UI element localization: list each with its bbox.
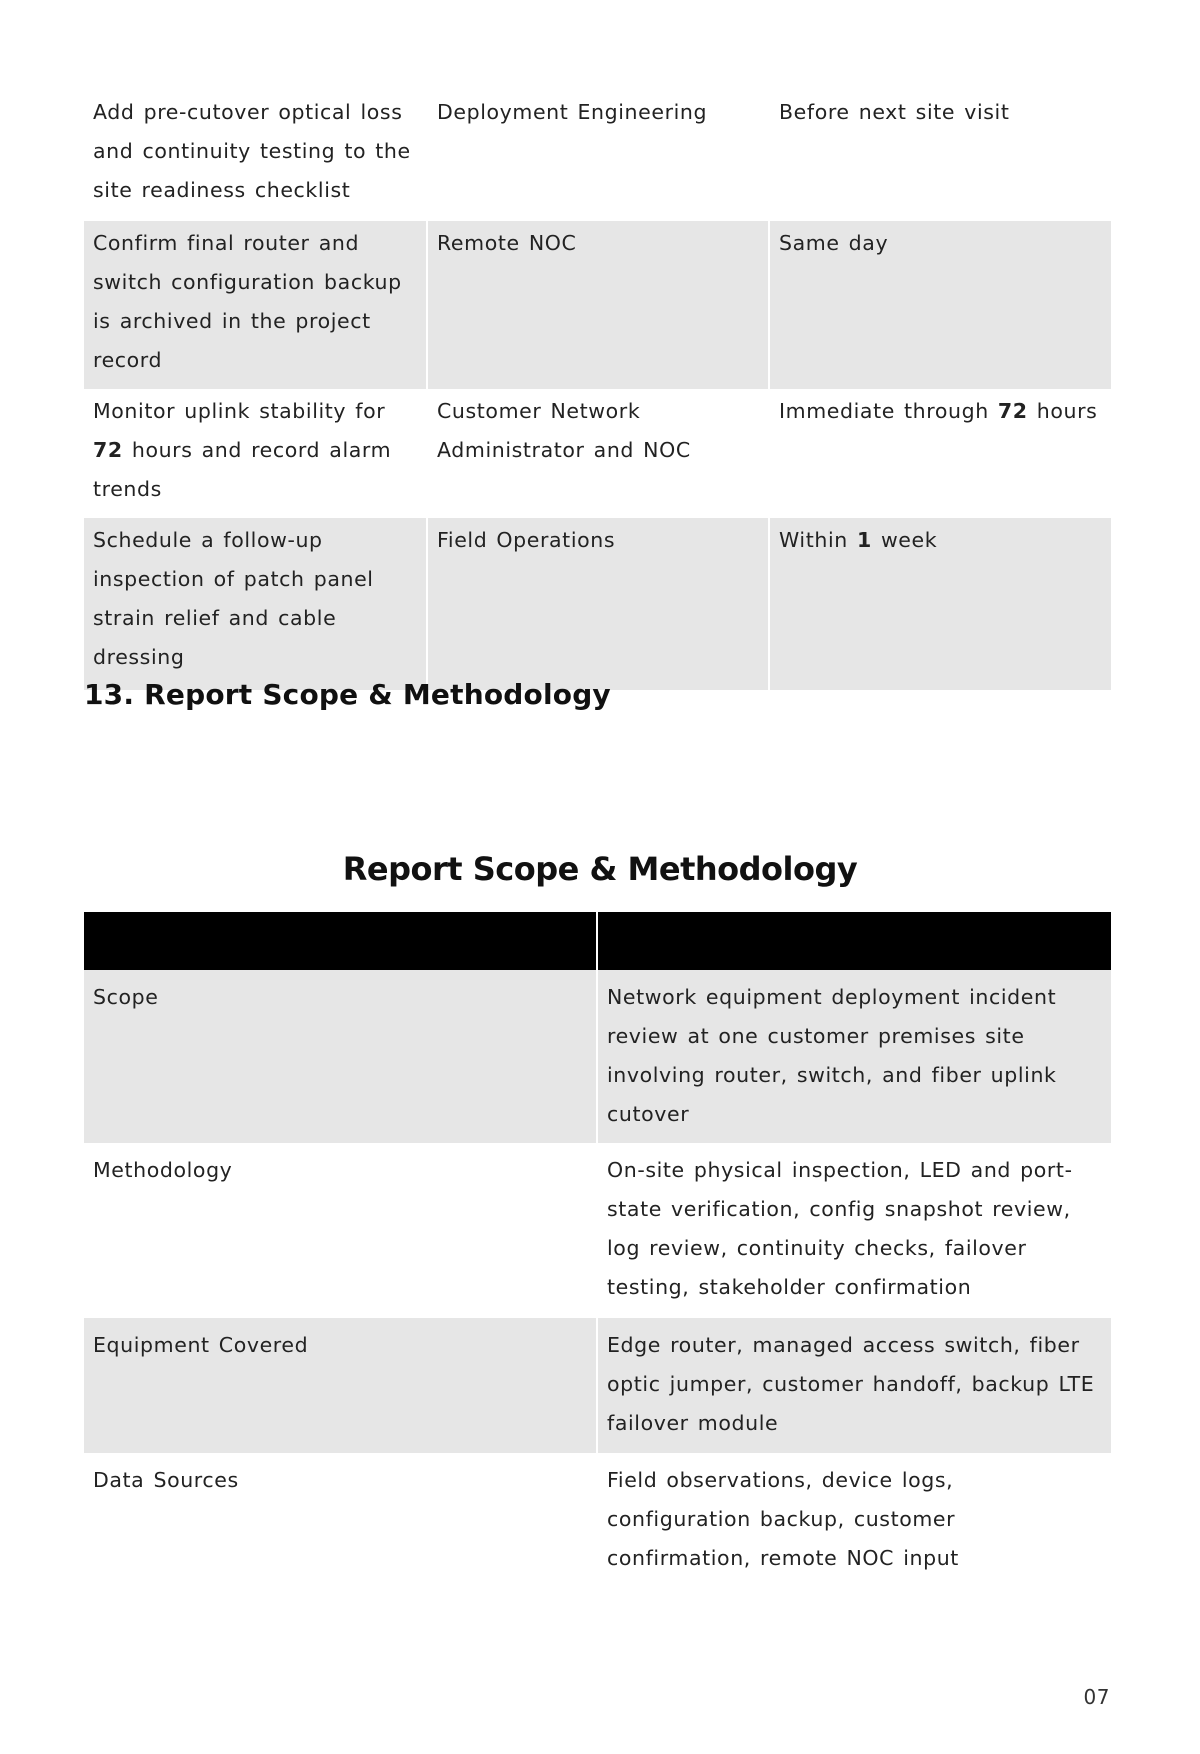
action-cell: Confirm final router and switch configuration backup is archived in the project record xyxy=(84,221,426,389)
action-text: Monitor uplink stability for xyxy=(93,399,386,423)
table-row xyxy=(84,90,1111,221)
section-heading: 13. Report Scope & Methodology xyxy=(84,678,611,711)
action-items-table xyxy=(84,90,1111,690)
timing-cell: Same day xyxy=(768,221,1111,389)
row-value: On-site physical inspection, LED and port-state verification, config snapshot review, log review, continuity checks, failover testing, stakeholder confirmation xyxy=(596,1143,1111,1318)
action-number: 72 xyxy=(93,438,123,462)
row-value: Network equipment deployment incident review at one customer premises site involving router, switch, and fiber uplink cutover xyxy=(596,970,1111,1143)
row-label: Methodology xyxy=(93,1158,233,1182)
action-cell: Add pre-cutover optical loss and continuity testing to the site readiness checklist xyxy=(93,100,411,202)
column-header xyxy=(84,912,596,970)
owner-cell: Customer Network Administrator and NOC xyxy=(426,389,768,518)
row-value: Field observations, device logs, configuration backup, customer confirmation, remote NOC input xyxy=(596,1453,1111,1587)
table-row xyxy=(84,518,1111,690)
owner-cell: Field Operations xyxy=(426,518,768,690)
table-row xyxy=(84,1143,1111,1318)
timing-text: week xyxy=(871,528,938,552)
table-row xyxy=(84,1318,1111,1453)
timing-number: 1 xyxy=(856,528,872,552)
timing-text: hours xyxy=(1027,399,1098,423)
table-header-row xyxy=(84,912,1111,970)
owner-cell: Remote NOC xyxy=(426,221,768,389)
table-row xyxy=(84,970,1111,1143)
timing-cell xyxy=(768,518,1111,690)
row-label: Equipment Covered xyxy=(84,1318,596,1453)
table-title: Report Scope & Methodology xyxy=(342,850,858,888)
timing-text: Immediate through xyxy=(779,399,998,423)
action-cell xyxy=(84,389,426,518)
owner-cell: Deployment Engineering xyxy=(426,90,768,221)
table-row xyxy=(84,389,1111,518)
column-header xyxy=(596,912,1111,970)
row-value: Edge router, managed access switch, fiber optic jumper, customer handoff, backup LTE failover module xyxy=(596,1318,1111,1453)
scope-methodology-table xyxy=(84,912,1111,1587)
timing-cell xyxy=(768,389,1111,518)
action-text: hours and record alarm trends xyxy=(93,438,392,501)
row-label: Data Sources xyxy=(93,1468,239,1492)
page-number: 07 xyxy=(1083,1685,1110,1709)
row-label: Scope xyxy=(84,970,596,1143)
timing-text: Within xyxy=(779,528,857,552)
table-row xyxy=(84,221,1111,389)
timing-number: 72 xyxy=(997,399,1028,423)
action-cell: Schedule a follow-up inspection of patch panel strain relief and cable dressing xyxy=(84,518,426,690)
table-row xyxy=(84,1453,1111,1587)
timing-cell: Before next site visit xyxy=(768,90,1111,221)
